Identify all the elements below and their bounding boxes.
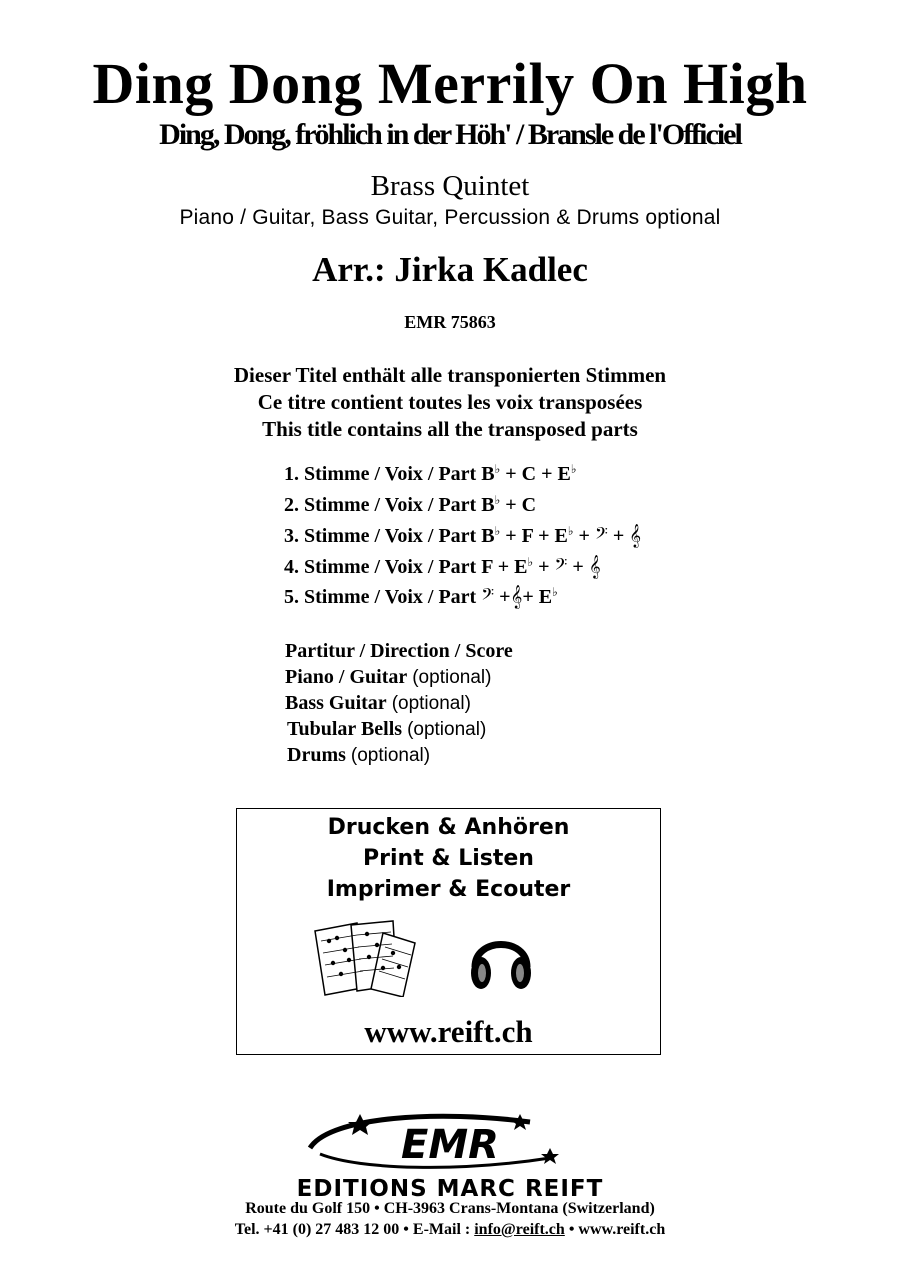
bass-clef-icon: 𝄢 — [554, 553, 568, 578]
address-block — [0, 1198, 900, 1240]
sheet-music-icon — [311, 917, 421, 997]
part-label: 5. Stimme / Voix / Part — [284, 586, 477, 608]
logo-text: EMR — [401, 1122, 499, 1168]
parts-list — [284, 462, 641, 615]
part-1: 1. Stimme / Voix / Part B♭ + C + E♭ — [284, 462, 577, 485]
publisher-name: EDITIONS MARC REIFT — [296, 1176, 604, 1202]
ensemble: Brass Quintet — [370, 170, 530, 202]
subtitle: Ding, Dong, fröhlich in der Höh' / Bransle de l'Officiel — [159, 118, 741, 151]
transposed-note-en: This title contains all the transposed parts — [262, 417, 638, 441]
part-5: 5. Stimme / Voix / Part 𝄢 +𝄞+ E♭ — [284, 584, 558, 608]
flat-sign: ♭ — [494, 524, 501, 538]
website-link[interactable]: www.reift.ch — [364, 1014, 533, 1049]
address: Route du Golf 150 • CH-3963 Crans-Montana (Switzerland) — [245, 1200, 655, 1217]
flat-sign: ♭ — [494, 492, 501, 507]
promo-box — [236, 808, 661, 1055]
treble-clef-icon: 𝄞 — [629, 523, 642, 547]
treble-clef-icon: 𝄞 — [588, 553, 601, 578]
transposed-note-fr: Ce titre contient toutes les voix transposées — [257, 390, 643, 414]
part-label: 2. Stimme / Voix / Part — [284, 493, 477, 516]
flat-sign: ♭ — [552, 585, 558, 599]
part-3: 3. Stimme / Voix / Part B♭ + F + E♭ + 𝄢 + 𝄞 — [284, 523, 642, 547]
promo-line-de: Drucken & Anhören — [327, 815, 570, 840]
flat-sign: ♭ — [567, 524, 574, 538]
flat-sign: ♭ — [494, 462, 501, 476]
email-link[interactable]: info@reift.ch — [474, 1221, 565, 1238]
flat-sign: ♭ — [527, 554, 534, 569]
catalog-number: EMR 75863 — [404, 312, 496, 332]
part-label: 4. Stimme / Voix / Part — [284, 555, 477, 578]
contact-line: Tel. +41 (0) 27 483 12 00 • E-Mail : info@reift.ch • www.reift.ch — [234, 1221, 666, 1238]
transposed-note — [0, 362, 900, 443]
part-4: 4. Stimme / Voix / Part F + E♭ + 𝄢 + 𝄞 — [284, 553, 601, 578]
score-item: Piano / Guitar (optional) — [285, 666, 492, 688]
score-item: Tubular Bells (optional) — [287, 718, 487, 740]
part-label: 3. Stimme / Voix / Part — [284, 525, 477, 547]
instrumentation: Piano / Guitar, Bass Guitar, Percussion & Drums optional — [179, 206, 721, 229]
promo-line-fr: Imprimer & Ecouter — [326, 877, 571, 902]
score-item: Bass Guitar (optional) — [285, 692, 471, 714]
headphones-icon — [465, 923, 537, 995]
promo-line-en: Print & Listen — [363, 846, 534, 871]
score-list — [285, 640, 513, 770]
treble-clef-icon: 𝄞 — [510, 584, 523, 608]
part-label: 1. Stimme / Voix / Part — [284, 463, 477, 485]
score-item: Drums (optional) — [287, 744, 431, 766]
score-item: Partitur / Direction / Score — [285, 640, 513, 662]
flat-sign: ♭ — [570, 462, 577, 476]
transposed-note-de: Dieser Titel enthält alle transponierten Stimmen — [233, 363, 667, 387]
title: Ding Dong Merrily On High — [92, 51, 808, 116]
bass-clef-icon: 𝄢 — [594, 523, 608, 547]
part-2: 2. Stimme / Voix / Part B♭ + C — [284, 492, 537, 516]
bass-clef-icon: 𝄢 — [481, 584, 495, 608]
emr-logo — [300, 1108, 600, 1178]
arranger: Arr.: Jirka Kadlec — [312, 250, 588, 289]
